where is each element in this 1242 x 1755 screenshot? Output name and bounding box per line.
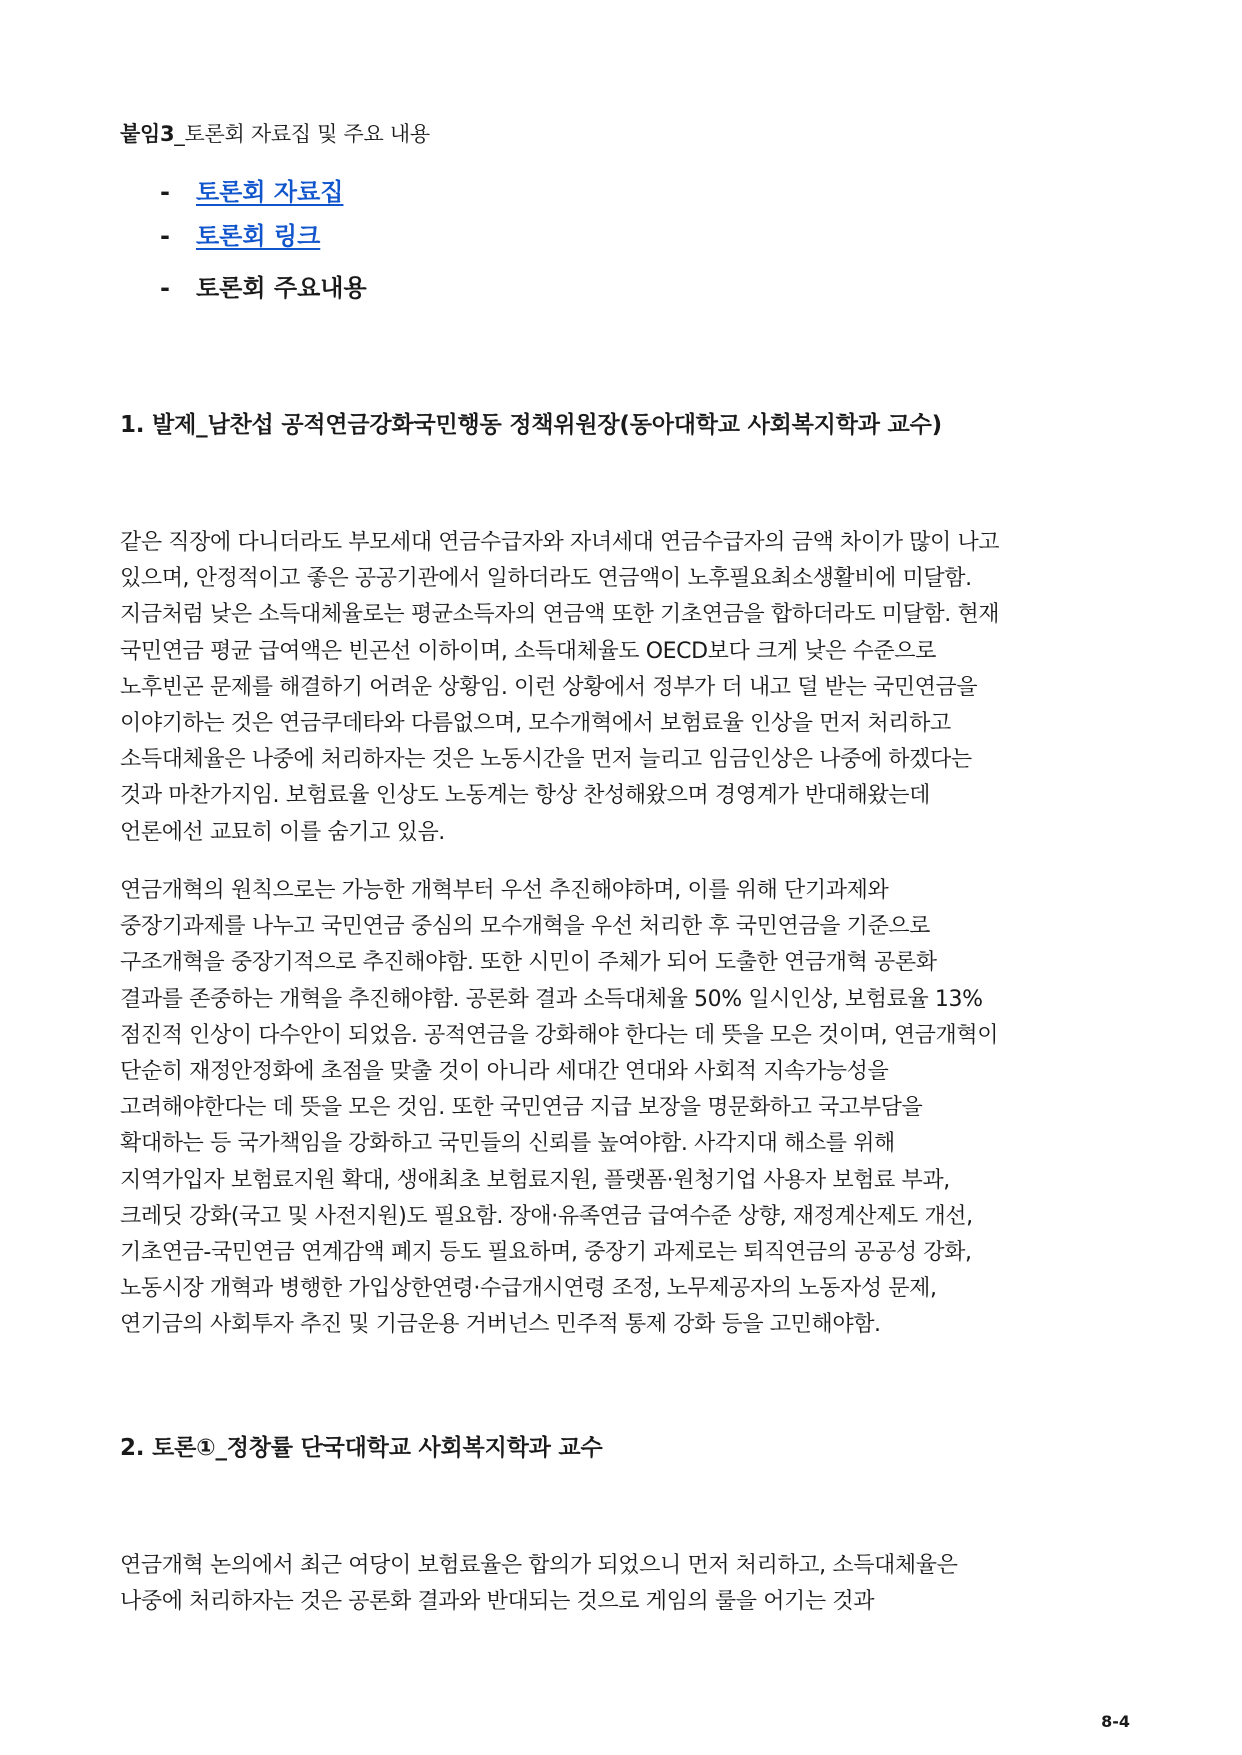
text-line: 연금개혁의 원칙으로는 가능한 개혁부터 우선 추진해야하며, 이를 위해 단기과제와	[120, 878, 889, 903]
toc-item-materials	[160, 172, 343, 207]
toc-dash: -	[160, 222, 170, 250]
toc-item-link	[160, 216, 320, 251]
toc-dash: -	[160, 274, 170, 302]
section1-paragraph-1	[120, 525, 1130, 851]
section-heading-discussion-1: 2. 토론①_정창률 단국대학교 사회복지학과 교수	[120, 1435, 603, 1461]
text-line: 소득대체율은 나중에 처리하자는 것은 노동시간을 먼저 늘리고 임금인상은 나중에 하겠다는	[120, 747, 972, 773]
text-line: 것과 마찬가지임. 보험료율 인상도 노동계는 항상 찬성해왔으며 경영계가 반대해왔는데	[120, 783, 931, 809]
text-line: 연금개혁 논의에서 최근 여당이 보험료율은 합의가 되었으니 먼저 처리하고, 소득대체율은	[120, 1553, 958, 1578]
text-line: 지역가입자 보험료지원 확대, 생애최초 보험료지원, 플랫폼·원청기업 사용자 보험료 부과,	[120, 1167, 950, 1193]
attachment-subtitle: _토론회 자료집 및 주요 내용	[174, 122, 430, 146]
link-forum-materials[interactable]: 토론회 자료집	[196, 178, 344, 206]
text-line: 점진적 인상이 다수안이 되었음. 공적연금을 강화해야 한다는 데 뜻을 모은 것이며, 연금개혁이	[120, 1022, 999, 1048]
text-line: 단순히 재정안정화에 초점을 맞출 것이 아니라 세대간 연대와 사회적 지속가능성을	[120, 1058, 889, 1084]
section1-paragraph-2	[120, 873, 1130, 1343]
attachment-label: 붙임3	[120, 122, 175, 146]
text-line: 나중에 처리하자는 것은 공론화 결과와 반대되는 것으로 게임의 룰을 어기는 것과	[120, 1589, 875, 1615]
text-line: 노동시장 개혁과 병행한 가입상한연령·수급개시연령 조정, 노무제공자의 노동자성 문제,	[120, 1276, 937, 1302]
text-line: 이야기하는 것은 연금쿠데타와 다름없으며, 모수개혁에서 보험료율 인상을 먼저 처리하고	[120, 710, 951, 736]
text-line: 연기금의 사회투자 추진 및 기금운용 거버넌스 민주적 통제 강화 등을 고민해야함.	[120, 1312, 881, 1338]
text-line: 노후빈곤 문제를 해결하기 어려운 상황임. 이런 상황에서 정부가 더 내고 덜 받는 국민연금을	[120, 674, 978, 700]
text-line: 중장기과제를 나누고 국민연금 중심의 모수개혁을 우선 처리한 후 국민연금을 기준으로	[120, 914, 931, 940]
text-line: 언론에선 교묘히 이를 숨기고 있음.	[120, 819, 445, 845]
text-line: 확대하는 등 국가책임을 강화하고 국민들의 신뢰를 높여야함. 사각지대 해소를 위해	[120, 1131, 895, 1157]
link-forum-link[interactable]: 토론회 링크	[196, 222, 321, 250]
text-line: 국민연금 평균 급여액은 빈곤선 이하이며, 소득대체율도 OECD보다 크게 낮은 수준으로	[120, 638, 936, 664]
toc-summary-label: 토론회 주요내용	[196, 274, 367, 302]
attachment-title	[120, 118, 430, 148]
text-line: 지금처럼 낮은 소득대체율로는 평균소득자의 연금액 또한 기초연금을 합하더라도 미달함. 현재	[120, 602, 1000, 628]
text-line: 같은 직장에 다니더라도 부모세대 연금수급자와 자녀세대 연금수급자의 금액 차이가 많이 나고	[120, 530, 1000, 555]
section-heading-presentation: 1. 발제_남찬섭 공적연금강화국민행동 정책위원장(동아대학교 사회복지학과 교수)	[120, 412, 942, 438]
text-line: 있으며, 안정적이고 좋은 공공기관에서 일하더라도 연금액이 노후필요최소생활비에 미달함.	[120, 566, 972, 592]
text-line: 구조개혁을 중장기적으로 추진해야함. 또한 시민이 주체가 되어 도출한 연금개혁 공론화	[120, 950, 937, 976]
toc-item-summary	[160, 268, 367, 303]
text-line: 기초연금-국민연금 연계감액 폐지 등도 필요하며, 중장기 과제로는 퇴직연금의 공공성 강화,	[120, 1239, 972, 1265]
text-line: 결과를 존중하는 개혁을 추진해야함. 공론화 결과 소득대체율 50% 일시인상, 보험료율 13%	[120, 986, 983, 1012]
text-line: 크레딧 강화(국고 및 사전지원)도 필요함. 장애·유족연금 급여수준 상향, 재정계산제도 개선,	[120, 1203, 973, 1229]
toc-dash: -	[160, 178, 170, 206]
section2-paragraph-1	[120, 1548, 1130, 1620]
page-number: 8-4	[1101, 1712, 1130, 1731]
text-line: 고려해야한다는 데 뜻을 모은 것임. 또한 국민연금 지급 보장을 명문화하고 국고부담을	[120, 1095, 923, 1121]
